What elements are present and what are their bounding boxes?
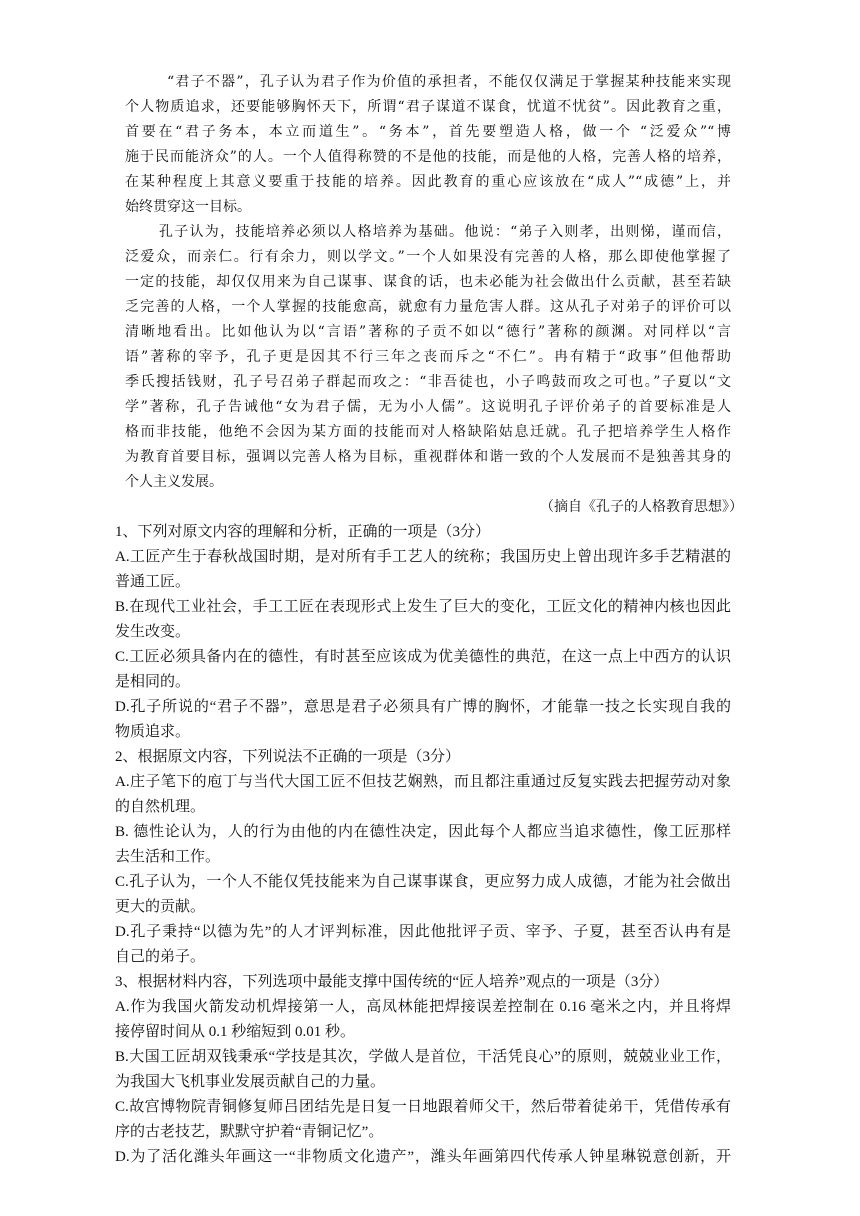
option-c: C.孔子认为，一个人不能仅凭技能来为自己谋事谋食，更应努力成人成德，才能为社会做出 (115, 874, 731, 890)
option-a: A.庄子笔下的庖丁与当代大国工匠不但技艺娴熟，而且都注重通过反复实践去把握劳动对象 (115, 774, 731, 790)
question-2 (115, 745, 731, 970)
passage-source: （摘自《孔子的人格教育思想》） (540, 499, 743, 515)
text-line: 格而非技能，他绝不会因为某方面的技能而对人格缺陷姑息迁就。孔子把培养学生人格作 (125, 424, 731, 440)
option-d: D.孔子秉持“以德为先”的人才评判标准，因此他批评子贡、宰予、子夏，甚至否认冉有是 (115, 924, 731, 940)
option-c: C.工匠必须具备内在的德性，有时甚至应该成为优美德性的典范，在这一点上中西方的认识 (115, 649, 731, 665)
text-line: 一定的技能，却仅仅用来为自己谋事、谋食的话，也未必能为社会做出什么贡献，甚至若缺 (125, 274, 731, 290)
text-line: 语”著称的宰予，孔子更是因其不行三年之丧而斥之“不仁”。冉有精于“政事”但他帮助 (125, 349, 731, 365)
option-d: D.为了活化潍头年画这一“非物质文化遗产”，潍头年画第四代传承人钟星琳锐意创新，开 (115, 1149, 731, 1165)
text-line: 清晰地看出。比如他认为以“言语”著称的子贡不如以“德行”著称的颜渊。对同样以“言 (125, 324, 731, 340)
text-line: 泛爱众，而亲仁。行有余力，则以学文。”一个人如果没有完善的人格，那么即使他掌握了 (125, 249, 731, 265)
text-line: 始终贯穿这一目标。 (125, 199, 251, 215)
text-line: 季氏搜括钱财，孔子号召弟子群起而攻之：“非吾徒也，小子鸣鼓而攻之可也。”子夏以“文 (125, 374, 731, 390)
option-c: C.故宫博物院青铜修复师吕团结先是日复一日地跟着师父干，然后带着徒弟干，凭借传承有 (115, 1099, 731, 1115)
option-a-cont: 接停留时间从 0.1 秒缩短到 0.01 秒。 (115, 1024, 356, 1040)
option-a-cont: 普通工匠。 (115, 574, 191, 590)
text-line: 为教育首要目标，强调以完善人格为目标，重视群体和谐一致的个人发展而不是独善其身的 (125, 449, 731, 465)
text-line: 在某种程度上其意义要重于技能的培养。因此教育的重心应该放在“成人”“成德”上，并 (125, 174, 731, 190)
text-line: 孔子认为，技能培养必须以人格培养为基础。他说：“弟子入则孝，出则悌，谨而信， (159, 224, 731, 240)
option-d: D.孔子所说的“君子不器”，意思是君子必须具有广博的胸怀，才能靠一技之长实现自我的 (115, 699, 731, 715)
text-line: 个人主义发展。 (125, 474, 223, 490)
option-b: B.大国工匠胡双钱秉承“学技是其次，学做人是首位，干活凭良心”的原则，兢兢业业工作， (115, 1049, 731, 1065)
text-line: 首要在“君子务本，本立而道生”。“务本”，首先要塑造人格，做一个 “泛爱众”“博 (125, 124, 731, 140)
option-a: A.工匠产生于春秋战国时期，是对所有手工艺人的统称；我国历史上曾出现许多手艺精湛的 (115, 549, 731, 565)
text-line: 施于民而能济众”的人。一个人值得称赞的不是他的技能，而是他的人格，完善人格的培养， (125, 149, 731, 165)
text-line: 个人物质追求，还要能够胸怀天下，所谓“君子谋道不谋食，忧道不忧贫”。因此教育之重， (125, 99, 731, 115)
option-a-cont: 的自然机理。 (115, 799, 206, 815)
option-b-cont: 去生活和工作。 (115, 849, 221, 865)
passage-paragraph-1 (125, 70, 731, 220)
question-stem: 1、下列对原文内容的理解和分析，正确的一项是（3分） (115, 524, 491, 540)
question-stem: 3、根据材料内容，下列选项中最能支撑中国传统的“匠人培养”观点的一项是（3分） (115, 974, 669, 990)
option-b-cont: 为我国大飞机事业发展贡献自己的力量。 (115, 1074, 386, 1090)
text-line: 学”著称，孔子告诫他“女为君子儒，无为小人儒”。这说明孔子评价弟子的首要标准是人 (125, 399, 731, 415)
option-d-cont: 自己的弟子。 (115, 949, 206, 965)
text-line: “君子不器”，孔子认为君子作为价值的承担者，不能仅仅满足于掌握某种技能来实现 (167, 74, 731, 90)
question-1 (115, 520, 731, 745)
option-a: A.作为我国火箭发动机焊接第一人，高凤林能把焊接误差控制在 0.16 毫米之内，并且将焊 (115, 999, 731, 1015)
text-line: 乏完善的人格，一个人掌握的技能愈高，就愈有力量危害人群。这从孔子对弟子的评价可以 (125, 299, 731, 315)
option-b-cont: 发生改变。 (115, 624, 191, 640)
option-b: B.在现代工业社会，手工工匠在表现形式上发生了巨大的变化，工匠文化的精神内核也因此 (115, 599, 731, 615)
passage-paragraph-2 (125, 220, 731, 495)
option-b: B. 德性论认为，人的行为由他的内在德性决定，因此每个人都应当追求德性，像工匠那样 (115, 824, 731, 840)
question-3 (115, 970, 731, 1170)
option-c-cont: 更大的贡献。 (115, 899, 206, 915)
question-stem: 2、根据原文内容，下列说法不正确的一项是（3分） (115, 749, 461, 765)
option-c-cont: 序的古老技艺，默默守护着“青铜记忆”。 (115, 1124, 384, 1140)
option-d-cont: 物质追求。 (115, 724, 191, 740)
option-c-cont: 是相同的。 (115, 674, 191, 690)
